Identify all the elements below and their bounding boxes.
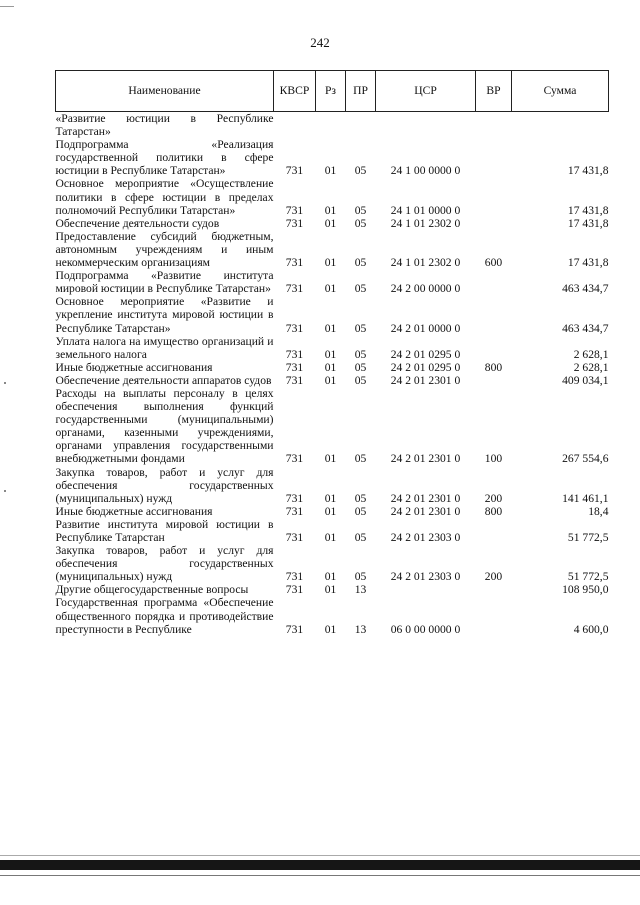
row-vr — [476, 269, 512, 295]
row-csr: 24 2 01 2301 0 — [390, 491, 461, 505]
row-kvsr: 731 — [285, 360, 304, 374]
row-kvsr: 731 — [285, 373, 304, 387]
row-name: Предоставление субсидий бюджетным, автономным учреждениям и иным некоммерческим организациям — [55, 229, 274, 270]
row-kvsr: 731 — [285, 321, 304, 335]
row-csr: 24 2 01 0000 0 — [390, 321, 461, 335]
row-rz: 01 — [324, 164, 337, 178]
row-rz: 01 — [324, 216, 337, 230]
row-name: Основное мероприятие «Развитие и укрепление института мировой юстиции в Республике Татарстан» — [55, 295, 274, 335]
row-kvsr: 731 — [285, 347, 304, 361]
table-header-row — [56, 71, 609, 112]
row-kvsr: 731 — [285, 203, 304, 217]
row-sum: 51 772,5 — [567, 570, 609, 584]
row-kvsr: 731 — [285, 531, 304, 544]
row-kvsr: 731 — [285, 622, 304, 636]
row-rz: 01 — [324, 203, 337, 217]
row-sum: 463 434,7 — [562, 282, 609, 296]
row-csr: 24 2 01 0295 0 — [390, 360, 461, 374]
table-row — [56, 335, 609, 361]
row-pr: 13 — [354, 583, 367, 597]
row-pr: 05 — [354, 203, 367, 217]
row-csr: 24 2 01 2301 0 — [390, 452, 461, 466]
col-header-pr: ПР — [346, 71, 376, 112]
row-rz: 01 — [324, 491, 337, 505]
row-csr: 24 2 01 2303 0 — [390, 570, 461, 584]
scan-bottom-line — [0, 875, 640, 876]
row-pr: 05 — [354, 256, 367, 270]
row-rz: 01 — [324, 282, 337, 296]
row-kvsr: 731 — [285, 570, 304, 584]
row-rz: 01 — [324, 622, 337, 636]
row-name: Иные бюджетные ассигнования — [55, 360, 213, 374]
row-pr: 05 — [354, 216, 367, 230]
row-rz: 01 — [324, 360, 337, 374]
row-rz: 01 — [324, 347, 337, 361]
col-header-csr: ЦСР — [376, 71, 476, 112]
row-vr: 800 — [484, 504, 503, 518]
col-header-name: Наименование — [56, 71, 274, 112]
row-kvsr — [274, 112, 316, 139]
table-body — [56, 112, 609, 636]
table-row — [56, 387, 609, 466]
row-pr: 05 — [354, 570, 367, 584]
table-row — [56, 583, 609, 596]
row-vr — [476, 112, 512, 139]
row-sum: 18,4 — [588, 504, 609, 518]
row-csr: 06 0 00 0000 0 — [390, 622, 461, 636]
row-rz: 01 — [324, 321, 337, 335]
row-rz: 01 — [324, 256, 337, 270]
row-name: Другие общегосударственные вопросы — [55, 583, 249, 597]
row-vr: 600 — [484, 256, 503, 270]
row-sum: 141 461,1 — [562, 491, 609, 505]
row-sum: 463 434,7 — [562, 321, 609, 335]
row-csr: 24 2 01 0295 0 — [390, 347, 461, 361]
row-csr — [376, 112, 476, 139]
table-row — [56, 544, 609, 583]
table-row — [56, 518, 609, 544]
row-csr: 24 2 01 2303 0 — [390, 531, 461, 544]
table-row — [56, 217, 609, 230]
table-row — [56, 230, 609, 269]
row-vr: 800 — [484, 360, 503, 374]
row-name: Подпрограмма «Реализация государственной политики в сфере юстиции в Республике Татарстан» — [55, 138, 274, 178]
row-sum: 4 600,0 — [573, 622, 609, 636]
row-rz: 01 — [324, 452, 337, 466]
row-name: Подпрограмма «Развитие института мировой юстиции в Республике Татарстан» — [55, 269, 274, 296]
row-csr: 24 1 00 0000 0 — [390, 164, 461, 178]
row-rz: 01 — [324, 570, 337, 584]
row-sum: 2 628,1 — [573, 347, 609, 361]
row-vr — [476, 138, 512, 177]
table-row — [56, 374, 609, 387]
row-kvsr: 731 — [285, 164, 304, 178]
scan-speck — [4, 490, 6, 492]
row-csr: 24 1 01 2302 0 — [390, 216, 461, 230]
row-kvsr: 731 — [285, 282, 304, 296]
scan-speck — [4, 382, 6, 384]
row-sum: 17 431,8 — [567, 203, 609, 217]
table-row — [56, 295, 609, 334]
row-csr: 24 1 01 2302 0 — [390, 256, 461, 270]
row-sum: 17 431,8 — [567, 256, 609, 270]
row-name: Закупка товаров, работ и услуг для обеспечения государственных (муниципальных) нужд — [55, 465, 274, 505]
row-name: Государственная программа «Обеспечение общественного порядка и противодействие преступности в Республике — [55, 596, 274, 636]
col-header-vr: ВР — [476, 71, 512, 112]
row-vr — [476, 217, 512, 230]
row-pr: 05 — [354, 164, 367, 178]
row-sum: 17 431,8 — [567, 216, 609, 230]
row-rz: 01 — [324, 504, 337, 518]
row-kvsr: 731 — [285, 216, 304, 230]
row-pr: 05 — [354, 360, 367, 374]
row-vr — [476, 583, 512, 596]
table-row — [56, 361, 609, 374]
table-row — [56, 177, 609, 216]
row-name: Обеспечение деятельности судов — [55, 216, 220, 230]
row-vr: 200 — [484, 570, 503, 584]
page-number: 242 — [310, 35, 330, 50]
row-csr — [376, 583, 476, 596]
col-header-rz: Рз — [316, 71, 346, 112]
table-row — [56, 269, 609, 295]
table-row — [56, 112, 609, 139]
row-sum: 108 950,0 — [562, 583, 609, 597]
row-name: Уплата налога на имущество организаций и земельного налога — [55, 334, 274, 361]
row-sum: 2 628,1 — [573, 360, 609, 374]
row-pr: 05 — [354, 282, 367, 296]
row-name: «Развитие юстиции в Республике Татарстан» — [55, 112, 274, 139]
row-pr — [346, 112, 376, 139]
row-vr: 200 — [484, 491, 503, 505]
row-pr: 05 — [354, 452, 367, 466]
row-sum: 409 034,1 — [562, 373, 609, 387]
table-row — [56, 466, 609, 505]
row-kvsr: 731 — [285, 256, 304, 270]
row-csr: 24 2 01 2301 0 — [390, 504, 461, 518]
row-csr: 24 1 01 0000 0 — [390, 203, 461, 217]
row-name: Расходы на выплаты персоналу в целях обеспечения выполнения функций государственными (муниципальными) органами, казенными учреждениями, органами управления государственными внебюджетными фондами — [55, 386, 274, 466]
col-header-sum: Сумма — [512, 71, 609, 112]
budget-table — [55, 70, 609, 636]
row-pr: 05 — [354, 373, 367, 387]
table-row — [56, 505, 609, 518]
row-name: Обеспечение деятельности аппаратов судов — [55, 373, 272, 387]
row-sum — [512, 112, 609, 139]
row-rz: 01 — [324, 531, 337, 544]
row-rz: 01 — [324, 583, 337, 597]
row-pr: 05 — [354, 504, 367, 518]
scan-edge-line — [0, 855, 640, 856]
row-vr — [476, 295, 512, 334]
row-csr: 24 2 00 0000 0 — [390, 282, 461, 296]
col-header-kvsr: КВСР — [274, 71, 316, 112]
row-sum: 51 772,5 — [567, 531, 609, 544]
row-rz — [316, 112, 346, 139]
row-kvsr: 731 — [285, 583, 304, 597]
row-kvsr: 731 — [285, 491, 304, 505]
table-row — [56, 138, 609, 177]
row-csr: 24 2 01 2301 0 — [390, 373, 461, 387]
row-sum: 17 431,8 — [567, 164, 609, 178]
row-pr: 05 — [354, 347, 367, 361]
row-kvsr: 731 — [285, 452, 304, 466]
row-vr: 100 — [484, 452, 503, 466]
row-vr — [476, 518, 512, 544]
row-pr: 05 — [354, 531, 367, 544]
row-pr: 05 — [354, 321, 367, 335]
row-pr: 13 — [354, 622, 367, 636]
scan-corner-mark — [0, 6, 14, 7]
table-row — [56, 596, 609, 635]
row-vr — [476, 374, 512, 387]
row-vr — [476, 177, 512, 216]
row-name: Основное мероприятие «Осуществление политики в сфере юстиции в пределах полномочий Республики Татарстан» — [55, 177, 274, 217]
row-vr — [476, 335, 512, 361]
row-name: Развитие института мировой юстиции в Республике Татарстан — [55, 517, 274, 544]
row-kvsr: 731 — [285, 504, 304, 518]
row-pr: 05 — [354, 491, 367, 505]
scan-bottom-band — [0, 860, 640, 870]
row-rz: 01 — [324, 373, 337, 387]
row-vr — [476, 596, 512, 635]
row-name: Иные бюджетные ассигнования — [55, 504, 213, 518]
row-name: Закупка товаров, работ и услуг для обеспечения государственных (муниципальных) нужд — [55, 544, 274, 584]
row-sum: 267 554,6 — [562, 452, 609, 466]
